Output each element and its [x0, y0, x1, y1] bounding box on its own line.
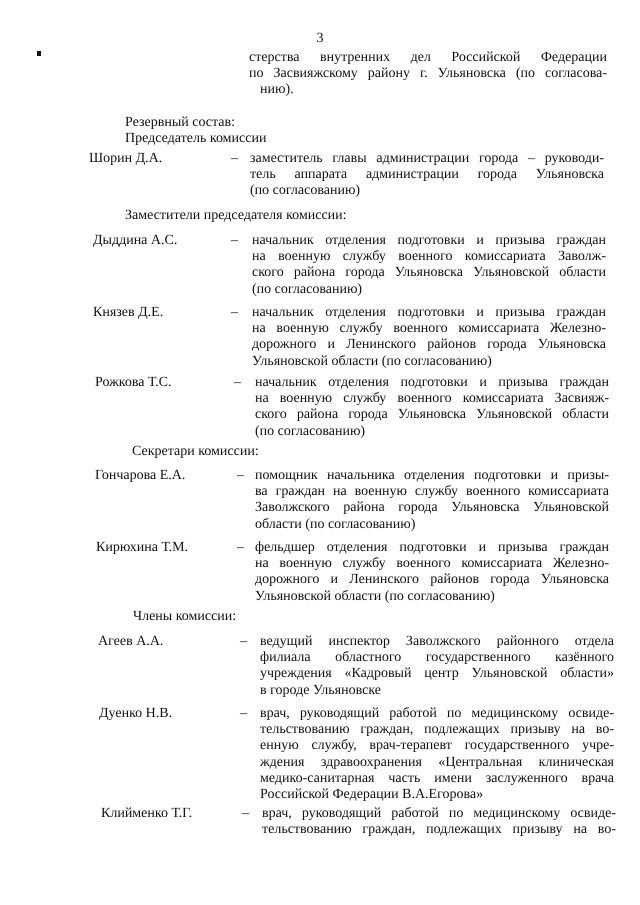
member-description — [252, 305, 606, 370]
description-line: начальник отделения подготовки и призыва граждан — [252, 305, 606, 320]
description-line: на военную службу военного комиссариата Железно- — [252, 321, 606, 337]
member-name: Дыддина А.С. — [93, 233, 178, 248]
description-line: (по согласованию) — [250, 183, 361, 199]
description-line: дорожного и Ленинского районов города Ульяновска — [252, 337, 606, 353]
section-title-members: Члены комиссии: — [133, 609, 237, 624]
member-name: Дуенко Н.В. — [99, 706, 173, 721]
description-line: в городе Ульяновске — [260, 682, 381, 698]
description-line: фельдшер отделения подготовки и призыва граждан — [255, 540, 609, 555]
member-name: Клийменко Т.Г. — [101, 806, 193, 821]
description-line: дорожного и Ленинского районов города Ульяновска — [255, 572, 609, 588]
member-dash: – — [234, 375, 241, 390]
description-line: врач, руководящий работой по медицинскому освиде- — [262, 806, 616, 821]
description-line: области (по согласованию) — [255, 516, 416, 532]
description-line: ва граждан на военную службу военного комиссариата — [255, 484, 609, 500]
description-line: помощник начальника отделения подготовки и призы- — [255, 468, 609, 483]
member-description — [262, 806, 616, 838]
description-line: ведущий инспектор Заволжского районного отдела — [260, 634, 614, 649]
description-line: Ульяновской области (по согласованию) — [255, 588, 495, 604]
description-line: ского района города Ульяновска Ульяновской области — [255, 407, 609, 423]
description-line: на военную службу военного комиссариата Заволж- — [252, 249, 606, 265]
member-description — [255, 540, 609, 605]
description-line: (по согласованию) — [252, 281, 363, 297]
description-line: учреждения «Кадровый центр Ульяновской области» — [260, 666, 614, 682]
description-line: ского района города Ульяновска Ульяновской области — [252, 265, 606, 281]
description-line: начальник отделения подготовки и призыва граждан — [255, 375, 609, 390]
continuation-line: по Засвияжскому району г. Ульяновска (по согласова- — [249, 66, 607, 82]
member-description — [250, 151, 604, 200]
member-dash: – — [240, 634, 247, 649]
description-line: Заволжского района города Ульяновска Ульяновской — [255, 500, 609, 516]
description-line: тельствованию граждан, подлежащих призыву на во- — [262, 822, 616, 838]
description-line: енную службу, врач-терапевт государственного учре- — [260, 738, 614, 754]
member-description — [255, 468, 609, 533]
member-description — [252, 233, 606, 298]
description-line: начальник отделения подготовки и призыва граждан — [252, 233, 606, 248]
description-line: медико-санитарная часть имени заслуженного врача — [260, 770, 614, 786]
member-dash: – — [231, 233, 238, 248]
member-name: Гончарова Е.А. — [95, 468, 186, 483]
member-name: Князев Д.Е. — [93, 305, 164, 320]
description-line: тель аппарата администрации города Ульяновска — [250, 167, 604, 183]
reserve-title: Резервный состав: — [125, 115, 236, 130]
member-dash: – — [237, 468, 244, 483]
description-line: тельствованию граждан, подлежащих призыву на во- — [260, 722, 614, 738]
continuation-line: нию). — [260, 82, 294, 98]
section-title-chair: Председатель комиссии — [125, 131, 267, 146]
continuation-text — [249, 50, 607, 99]
margin-mark — [37, 51, 41, 56]
description-line: филиала областного государственного казённого — [260, 650, 614, 666]
member-dash: – — [231, 151, 238, 166]
member-description — [260, 706, 614, 803]
member-dash: – — [237, 540, 244, 555]
description-line: на военную службу военного комиссариата Железно- — [255, 556, 609, 572]
member-dash: – — [242, 806, 249, 821]
description-line: на военную службу военного комиссариата Засвияж- — [255, 391, 609, 407]
member-name: Кирюхина Т.М. — [96, 540, 189, 555]
continuation-line: стерства внутренних дел Российской Федерации — [249, 50, 607, 65]
member-description — [260, 634, 614, 699]
page-number: 3 — [316, 31, 324, 46]
section-title-deputies: Заместители председателя комиссии: — [125, 208, 347, 223]
section-title-secretaries: Секретари комиссии: — [132, 444, 259, 459]
member-name: Шорин Д.А. — [89, 151, 163, 166]
description-line: ждения здравоохранения «Центральная клиническая — [260, 754, 614, 770]
description-line: врач, руководящий работой по медицинскому освиде- — [260, 706, 614, 721]
description-line: заместитель главы администрации города – руководи- — [250, 151, 604, 166]
member-dash: – — [240, 706, 247, 721]
description-line: Российской Федерации В.А.Егорова» — [260, 787, 484, 803]
member-dash: – — [231, 305, 238, 320]
member-name: Рожкова Т.С. — [95, 375, 172, 390]
member-name: Агеев А.А. — [98, 634, 164, 649]
description-line: (по согласованию) — [255, 423, 366, 439]
description-line: Ульяновской области (по согласованию) — [252, 353, 492, 369]
member-description — [255, 375, 609, 440]
